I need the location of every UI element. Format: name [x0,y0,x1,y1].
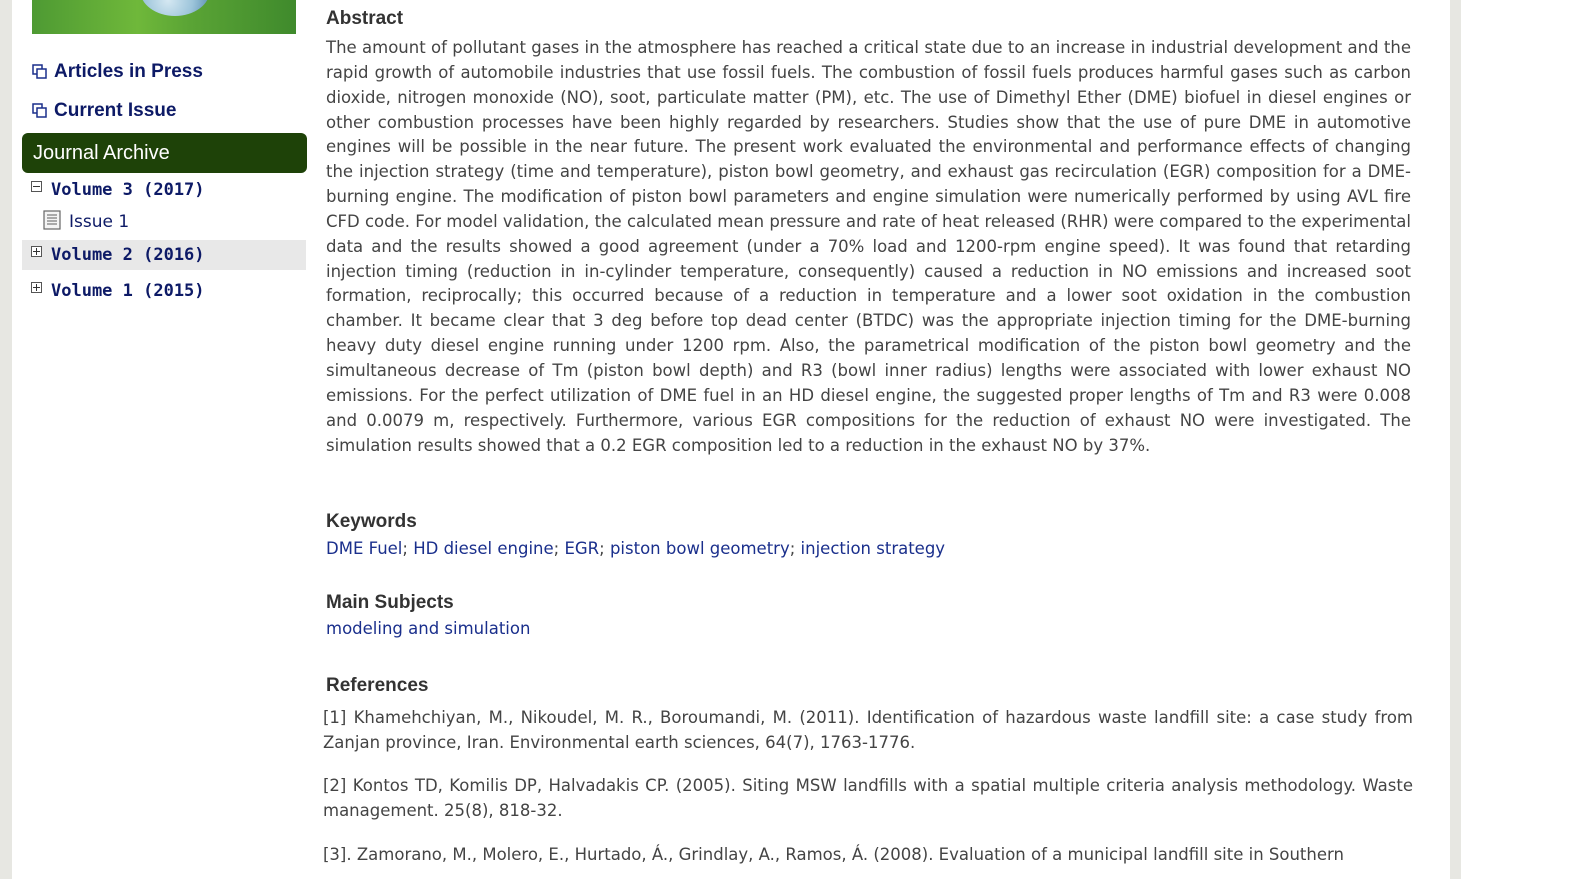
journal-banner-image[interactable] [32,0,296,34]
document-icon [43,210,61,235]
expand-icon[interactable] [31,282,42,293]
sidebar [22,0,307,879]
keyword-link[interactable]: piston bowl geometry [609,539,790,558]
volume-2-toggle[interactable] [22,240,306,270]
keyword-link[interactable]: DME Fuel [326,539,403,558]
collapse-icon[interactable] [31,181,42,192]
references-heading: References [326,675,429,696]
globe-image [140,0,210,16]
reference-item: [2] Kontos TD, Komilis DP, Halvadakis CP. (2005). Siting MSW landfills with a spatial multiple criteria analysis methodology. Waste management. 25(8), 818-32. [323,776,1413,820]
main-subjects-list [326,619,530,638]
keywords-list [326,539,945,558]
journal-archive-title: Journal Archive [33,141,170,164]
reference-item: [1] Khamehchiyan, M., Nikoudel, M. R., Boroumandi, M. (2011). Identification of hazardous waste landfill site: a case study from Zanjan province, Iran. Environmental earth sciences, 64(7), 1763-1776. [323,708,1413,752]
articles-in-press-link[interactable] [32,59,203,85]
keyword-link[interactable]: HD diesel engine [413,539,554,558]
current-issue-link[interactable] [32,98,176,124]
expand-icon[interactable] [31,246,42,257]
current-issue-label: Current Issue [54,100,177,121]
keyword-separator: ; [553,539,565,558]
page-border-right [1450,0,1461,879]
volume-1-label: Volume 1 (2015) [51,281,205,301]
page-border-left [0,0,12,879]
main-subjects-heading: Main Subjects [326,592,454,613]
subject-link[interactable]: modeling and simulation [326,619,531,638]
abstract-text: The amount of pollutant gases in the atmosphere has reached a critical state due to an increase in industrial development and the rapid growth of automobile industries that use fossil fuels. The combustion of fossil fuels produces harmful gases such as carbon dioxide, nitrogen monoxide (NO), soot, particulate matter (PM), etc. The use of Dimethyl Ether (DME) biofuel in diesel engines or other combustion processes have been highly regarded by researchers. Studies show that the use of pure DME in automotive engines will be possible in the near future. The present work evaluated the environmental and performance effects of changing the injection strategy (time and temperature), piston bowl geometry, and exhaust gas recirculation (EGR) composition for a DME-burning engine. The modification of piston bowl parameters and engine simulation were numerically performed by using AVL fire CFD code. For model validation, the calculated mean pressure and rate of heat released (RHR) were compared to the experimental data and the results showed a good agreement (under a 70% load and 1200-rpm engine speed). It was found that retarding injection timing (reduction in in-cylinder temperature, consequently) caused a reduction in NO emissions and increased soot formation, reciprocally; this occurred because of a reduction in temperature and a lower soot oxidation in the combustion chamber. It became clear that 3 deg before top dead center (BTDC) was the appropriate injection timing for the DME-burning heavy duty diesel engine running under 1200 rpm. Also, the parametrical modification of the piston bowl geometry and the simultaneous decrease of Tm (piston bowl depth) and R3 (bowl inner radius) lengths were associated with lower exhaust NO emissions. For the perfect utilization of DME fuel in an HD diesel engine, the suggested proper lengths of Tm and R3 were 0.008 and 0.0079 m, respectively. Furthermore, various EGR compositions for the reduction of exhaust NO were investigated. The simulation results showed that a 0.2 EGR composition led to a reduction in the exhaust NO by 37%. [326,38,1411,455]
issue-1-label: Issue 1 [69,212,130,232]
pages-icon [32,103,48,119]
reference-item: [3]. Zamorano, M., Molero, E., Hurtado, Á., Grindlay, A., Ramos, Á. (2008). Evaluation of a municipal landfill site in Southern [323,845,1344,864]
pages-icon [32,64,48,80]
keyword-separator: ; [599,539,610,558]
keyword-link[interactable]: injection strategy [800,539,946,558]
volume-2-label: Volume 2 (2016) [51,245,205,265]
articles-in-press-label: Articles in Press [54,61,203,82]
keyword-separator: ; [402,539,414,558]
keyword-link[interactable]: EGR [564,539,600,558]
keyword-separator: ; [789,539,801,558]
keywords-heading: Keywords [326,511,417,532]
journal-archive-header [22,133,307,173]
abstract-heading: Abstract [326,8,404,29]
volume-3-toggle[interactable] [22,175,306,205]
volume-1-toggle[interactable] [22,276,306,306]
volume-3-label: Volume 3 (2017) [51,180,205,200]
issue-1-link[interactable] [43,208,129,236]
